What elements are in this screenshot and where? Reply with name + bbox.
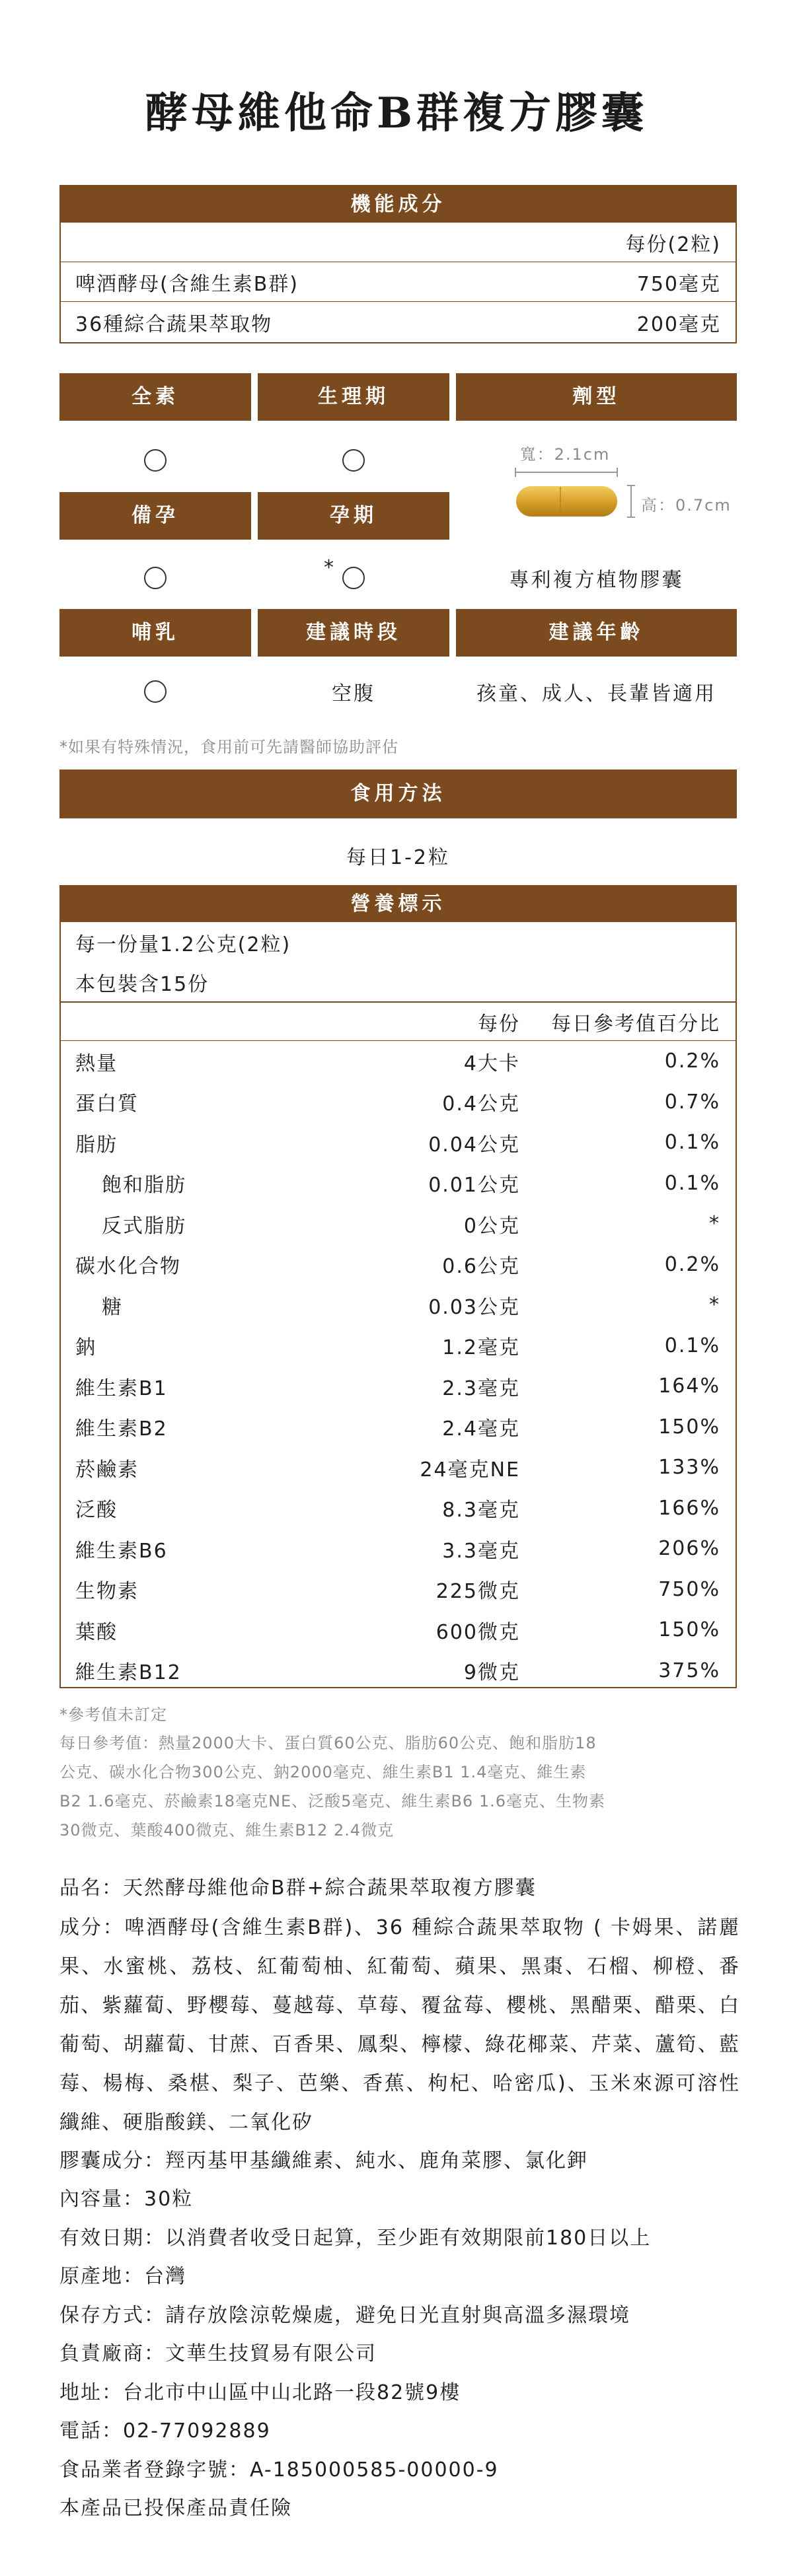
nutrient-name: 脂肪 xyxy=(75,1133,118,1157)
nutrient-name: 葉酸 xyxy=(75,1620,118,1644)
period-ok-mark xyxy=(342,449,365,472)
reference-undefined-note: *參考值未訂定 xyxy=(59,1705,167,1724)
header-preconception: 備孕 xyxy=(59,492,251,540)
nutrient-name: 熱量 xyxy=(75,1052,118,1075)
header-pregnancy: 孕期 xyxy=(258,492,449,540)
nutrient-daily-value: 150% xyxy=(658,1618,720,1642)
nutrient-daily-value: 166% xyxy=(658,1496,720,1520)
header-dosage-form: 劑型 xyxy=(456,373,737,421)
nutrient-daily-value: * xyxy=(709,1212,720,1236)
ingredients-table xyxy=(59,185,737,343)
nutrition-row xyxy=(61,1651,736,1692)
nutrition-row xyxy=(61,1082,736,1123)
nutrition-row xyxy=(61,1285,736,1326)
ingredients-header: 機能成分 xyxy=(61,186,736,223)
special-condition-note: *如果有特殊情況，食用前可先請醫師協助評估 xyxy=(59,738,398,756)
origin-info: 原產地：台灣 xyxy=(59,2265,186,2288)
product-composition: 成分：啤酒酵母(含維生素B群)、36 種綜合蔬果萃取物 ( 卡姆果、諾麗果、水蜜桃、荔枝、紅葡萄柚、紅葡萄、蘋果、黑棗、石榴、柳橙、番茄、紫蘿蔔、野櫻莓、蔓越莓、草莓、覆盆莓、櫻桃、黑醋栗、醋栗、白葡萄、胡蘿蔔、甘蔗、百香果、鳳梨、檸檬、綠花椰菜、芹菜、蘆筍、藍莓、楊梅、桑椹、梨子、芭樂、香蕉、枸杞、哈密瓜)、玉米來源可溶性纖維、硬脂酸鎂、二氧化矽 xyxy=(59,1915,740,2134)
address-info: 地址：台北市中山區中山北路一段82號9樓 xyxy=(59,2380,461,2404)
registration-info: 食品業者登錄字號：A-185000585-00000-9 xyxy=(59,2458,499,2482)
nutrition-rows xyxy=(61,1041,736,1691)
product-info xyxy=(59,1869,740,2528)
ingredient-row xyxy=(61,302,736,342)
nutrition-header: 營養標示 xyxy=(61,886,736,922)
suggested-age-value: 孩童、成人、長輩皆適用 xyxy=(476,682,716,705)
nutrient-daily-value: 0.1% xyxy=(664,1171,720,1195)
header-breastfeeding: 哺乳 xyxy=(59,609,251,657)
nutrient-name: 維生素B6 xyxy=(75,1539,168,1563)
expiry-info: 有效日期：以消費者收受日起算，至少距有效期限前180日以上 xyxy=(59,2226,652,2250)
nutrient-name: 反式脂肪 xyxy=(102,1214,186,1238)
nutrient-name: 糖 xyxy=(102,1295,123,1319)
capsule-type-label: 專利複方植物膠囊 xyxy=(509,569,684,592)
pregnancy-ok-mark xyxy=(342,567,365,589)
nutrition-row xyxy=(61,1366,736,1407)
nutrient-daily-value: 0.2% xyxy=(664,1050,720,1073)
nutrient-daily-value: 133% xyxy=(658,1456,720,1480)
capsule-composition: 膠囊成分：羥丙基甲基纖維素、純水、鹿角菜膠、氯化鉀 xyxy=(59,2149,588,2172)
nutrient-per-serving: 0.01公克 xyxy=(428,1174,520,1198)
nutrition-row xyxy=(61,1041,736,1082)
nutrition-row xyxy=(61,1488,736,1529)
page-title: 酵母維他命B群複方膠囊 xyxy=(145,89,648,138)
nutrition-row xyxy=(61,1447,736,1488)
nutrient-per-serving: 1.2毫克 xyxy=(442,1336,520,1360)
nutrient-name: 鈉 xyxy=(75,1336,96,1360)
serving-size: 每一份量1.2公克(2粒) xyxy=(75,933,291,956)
nutrient-daily-value: 375% xyxy=(658,1659,720,1682)
nutrient-daily-value: 164% xyxy=(658,1375,720,1398)
reference-line: 每日參考值：熱量2000大卡、蛋白質60公克、脂肪60公克、飽和脂肪18 xyxy=(59,1734,597,1752)
nutrient-daily-value: 0.1% xyxy=(664,1131,720,1155)
header-vegan: 全素 xyxy=(59,373,251,421)
suggested-time-value: 空腹 xyxy=(332,682,375,705)
storage-info: 保存方式：請存放陰涼乾燥處，避免日光直射與高溫多濕環境 xyxy=(59,2303,630,2327)
nutrient-daily-value: 0.1% xyxy=(664,1334,720,1357)
nutrient-name: 維生素B12 xyxy=(75,1661,182,1685)
nutrient-per-serving: 0.6公克 xyxy=(442,1255,520,1279)
capsule-height-label: 高：0.7cm xyxy=(641,496,732,515)
nutrition-row xyxy=(61,1610,736,1651)
nutrient-per-serving: 2.3毫克 xyxy=(442,1377,520,1400)
reference-line: B2 1.6毫克、菸鹼素18毫克NE、泛酸5毫克、維生素B6 1.6毫克、生物素 xyxy=(59,1792,605,1810)
ingredient-name: 啤酒酵母(含維生素B群) xyxy=(75,272,299,296)
nutrition-row xyxy=(61,1203,736,1244)
preconception-ok-mark xyxy=(144,567,167,589)
breastfeeding-ok-mark xyxy=(144,680,167,703)
insurance-info: 本產品已投保產品責任險 xyxy=(59,2497,292,2520)
nutrient-per-serving: 0.03公克 xyxy=(428,1295,520,1319)
reference-line: 30微克、葉酸400微克、維生素B12 2.4微克 xyxy=(59,1821,395,1840)
nutrition-row xyxy=(61,1569,736,1610)
nutrient-per-serving: 9微克 xyxy=(463,1661,520,1685)
nutrient-name: 生物素 xyxy=(75,1580,139,1604)
nutrient-name: 維生素B2 xyxy=(75,1417,168,1441)
header-period: 生理期 xyxy=(258,373,449,421)
ingredient-row xyxy=(61,262,736,302)
nutrition-row xyxy=(61,1326,736,1367)
nutrient-name: 菸鹼素 xyxy=(75,1458,139,1482)
nutrient-daily-value: 206% xyxy=(658,1537,720,1561)
nutrient-daily-value: 750% xyxy=(658,1577,720,1601)
nutrition-row xyxy=(61,1244,736,1285)
nutrient-per-serving: 0公克 xyxy=(463,1214,520,1238)
serving-size-row xyxy=(61,922,736,962)
nutrient-daily-value: 150% xyxy=(658,1415,720,1439)
pregnancy-asterisk: * xyxy=(324,556,336,579)
ingredient-amount: 200毫克 xyxy=(636,312,721,336)
phone-info: 電話：02-77092889 xyxy=(59,2419,271,2443)
nutrient-per-serving: 3.3毫克 xyxy=(442,1539,520,1563)
vegan-ok-mark xyxy=(144,449,167,472)
nutrient-per-serving: 0.4公克 xyxy=(442,1092,520,1116)
header-suggested-time: 建議時段 xyxy=(258,609,449,657)
nutrient-per-serving: 0.04公克 xyxy=(428,1133,520,1157)
nutrition-row xyxy=(61,1407,736,1448)
nutrition-row xyxy=(61,1122,736,1163)
nutrient-name: 飽和脂肪 xyxy=(102,1174,186,1198)
capsule-height-dimension-icon xyxy=(626,484,636,519)
nutrient-daily-value: 0.7% xyxy=(664,1090,720,1114)
ingredients-serving-row xyxy=(61,223,736,262)
ingredient-amount: 750毫克 xyxy=(636,272,721,296)
nutrient-daily-value: 0.2% xyxy=(664,1252,720,1276)
nutrient-per-serving: 24毫克NE xyxy=(420,1458,520,1482)
reference-line: 公克、碳水化合物300公克、鈉2000毫克、維生素B1 1.4毫克、維生素 xyxy=(59,1763,587,1781)
nutrient-per-serving: 4大卡 xyxy=(463,1052,520,1075)
header-suggested-age: 建議年齡 xyxy=(456,609,737,657)
ingredients-serving-label: 每份(2粒) xyxy=(625,233,721,256)
nutrient-name: 泛酸 xyxy=(75,1499,118,1522)
usage-header: 食用方法 xyxy=(59,769,737,818)
capsule-width-label: 寬：2.1cm xyxy=(519,445,611,464)
nutrition-row xyxy=(61,1163,736,1204)
nutrient-per-serving: 2.4毫克 xyxy=(442,1417,520,1441)
nutrition-table xyxy=(59,885,737,1688)
nutrient-per-serving: 8.3毫克 xyxy=(442,1499,520,1522)
nutrient-name: 維生素B1 xyxy=(75,1377,168,1400)
servings-per-pack: 本包裝含15份 xyxy=(75,972,209,996)
column-per-serving: 每份 xyxy=(478,1012,520,1036)
nutrient-per-serving: 600微克 xyxy=(435,1620,520,1644)
ingredient-name: 36種綜合蔬果萃取物 xyxy=(75,312,273,336)
capsule-icon xyxy=(515,485,618,517)
nutrient-per-serving: 225微克 xyxy=(435,1580,520,1604)
reference-values xyxy=(59,1729,605,1845)
nutrition-column-header xyxy=(61,1003,736,1041)
column-daily-value: 每日參考值百分比 xyxy=(551,1012,720,1036)
nutrient-name: 碳水化合物 xyxy=(75,1255,181,1279)
nutrient-daily-value: * xyxy=(709,1293,720,1317)
servings-per-pack-row xyxy=(61,962,736,1003)
nutrition-row xyxy=(61,1528,736,1569)
product-name: 品名：天然酵母維他命B群+綜合蔬果萃取複方膠囊 xyxy=(59,1877,537,1900)
content-amount: 內容量：30粒 xyxy=(59,2188,194,2211)
nutrient-name: 蛋白質 xyxy=(75,1092,139,1116)
usage-value: 每日1-2粒 xyxy=(346,846,450,869)
manufacturer-info: 負責廠商：文華生技貿易有限公司 xyxy=(59,2342,377,2365)
capsule-width-dimension-icon xyxy=(514,467,619,478)
